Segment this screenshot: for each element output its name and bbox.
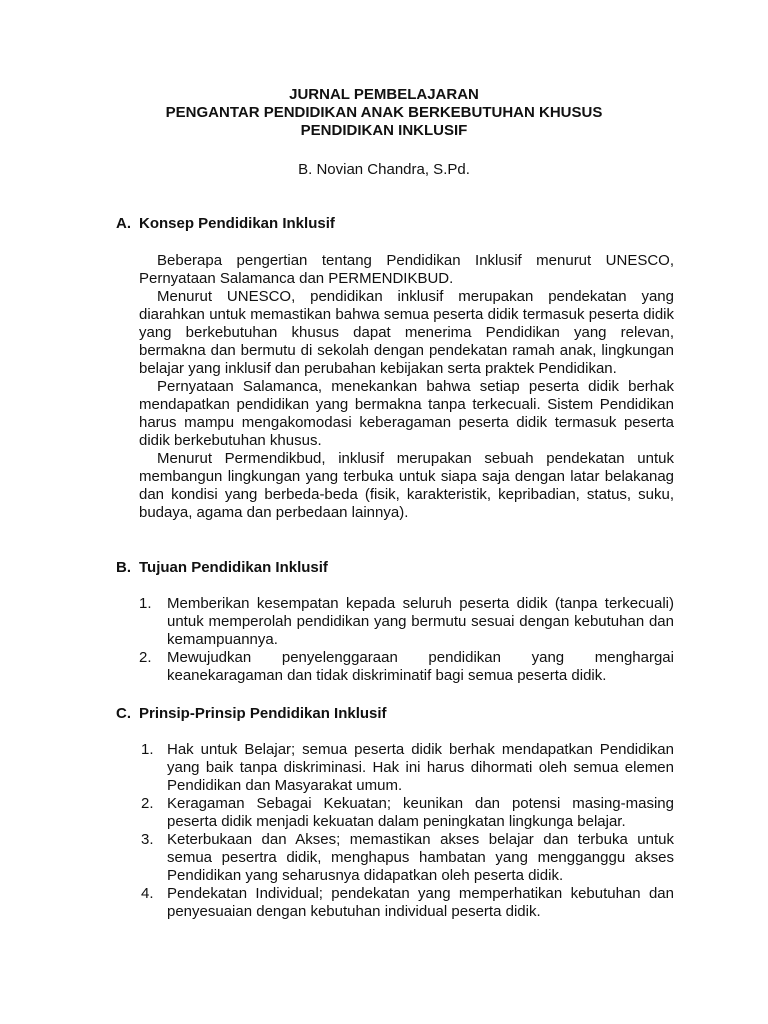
list-number: 4. xyxy=(141,885,154,902)
section-a-heading xyxy=(116,215,335,233)
section-c-list xyxy=(139,741,674,921)
section-c-letter: C. xyxy=(116,705,131,722)
list-number: 1. xyxy=(139,595,152,612)
list-item xyxy=(139,649,674,685)
list-number: 3. xyxy=(141,831,154,848)
list-item xyxy=(139,795,674,831)
section-b-letter: B. xyxy=(116,559,131,576)
paragraph: Pernyataan Salamanca, menekankan bahwa setiap peserta didik berhak mendapatkan pendidikan yang bermakna tanpa terkecuali. Sistem Pendidikan harus mampu mengakomodasi keberagaman peserta didik termasuk peserta didik berkebutuhan khusus. xyxy=(139,378,674,449)
paragraph: Menurut Permendikbud, inklusif merupakan sebuah pendekatan untuk membangun lingkungan yang terbuka untuk siapa saja dengan latar belakanag dan kondisi yang berbeda-beda (fisik, karakteristik, kepribadian, status, suku, budaya, agama dan perbedaan lainnya). xyxy=(139,450,674,521)
section-b-heading xyxy=(116,559,328,577)
section-b-title: Tujuan Pendidikan Inklusif xyxy=(139,559,328,576)
list-text: Pendekatan Individual; pendekatan yang memperhatikan kebutuhan dan penyesuaian dengan kebutuhan individual peserta didik. xyxy=(167,885,674,920)
title-line-2: PENGANTAR PENDIDIKAN ANAK BERKEBUTUHAN KHUSUS xyxy=(165,104,603,121)
section-c-heading xyxy=(116,705,387,723)
section-c-title: Prinsip-Prinsip Pendidikan Inklusif xyxy=(139,705,387,722)
list-item xyxy=(139,885,674,921)
list-number: 2. xyxy=(141,795,154,812)
paragraph: Menurut UNESCO, pendidikan inklusif merupakan pendekatan yang diarahkan untuk memastikan bahwa semua peserta didik termasuk peserta didik yang berkebutuhan khusus dapat menerima Pendidikan yang relevan, bermakna dan bermutu di sekolah dengan pendekatan ramah anak, lingkungan belajar yang inklusif dan perubahan kebijakan serta praktek Pendidikan. xyxy=(139,288,674,377)
list-text: Keragaman Sebagai Kekuatan; keunikan dan potensi masing-masing peserta didik menjadi kekuatan dalam peningkatan lingkunga belajar. xyxy=(167,795,674,830)
section-b-list xyxy=(139,595,674,685)
title-line-3: PENDIDIKAN INKLUSIF xyxy=(300,122,468,139)
section-a-letter: A. xyxy=(116,215,131,232)
title-line-1: JURNAL PEMBELAJARAN xyxy=(289,86,479,103)
author-name: B. Novian Chandra, S.Pd. xyxy=(298,161,470,178)
list-number: 1. xyxy=(141,741,154,758)
paragraph: Beberapa pengertian tentang Pendidikan Inklusif menurut UNESCO, Pernyataan Salamanca dan PERMENDIKBUD. xyxy=(139,252,674,287)
list-text: Mewujudkan penyelenggaraan pendidikan yang menghargai keanekaragaman dan tidak diskriminatif bagi semua peserta didik. xyxy=(167,649,674,684)
list-item xyxy=(139,741,674,795)
document-title xyxy=(0,86,768,140)
list-text: Keterbukaan dan Akses; memastikan akses belajar dan terbuka untuk semua pesertra didik, menghapus hambatan yang mengganggu akses Pendidikan yang seharusnya didapatkan oleh peserta didik. xyxy=(167,831,674,884)
list-text: Hak untuk Belajar; semua peserta didik berhak mendapatkan Pendidikan yang baik tanpa diskriminasi. Hak ini harus dihormati oleh semua elemen Pendidikan dan Masyarakat umum. xyxy=(167,741,674,794)
list-item xyxy=(139,595,674,649)
list-item xyxy=(139,831,674,885)
section-a-title: Konsep Pendidikan Inklusif xyxy=(139,215,335,232)
list-number: 2. xyxy=(139,649,152,666)
section-a-paragraphs xyxy=(139,252,674,522)
list-text: Memberikan kesempatan kepada seluruh peserta didik (tanpa terkecuali) untuk memperolah pendidikan yang bermutu sesuai dengan kebutuhan dan kemampuannya. xyxy=(167,595,674,648)
